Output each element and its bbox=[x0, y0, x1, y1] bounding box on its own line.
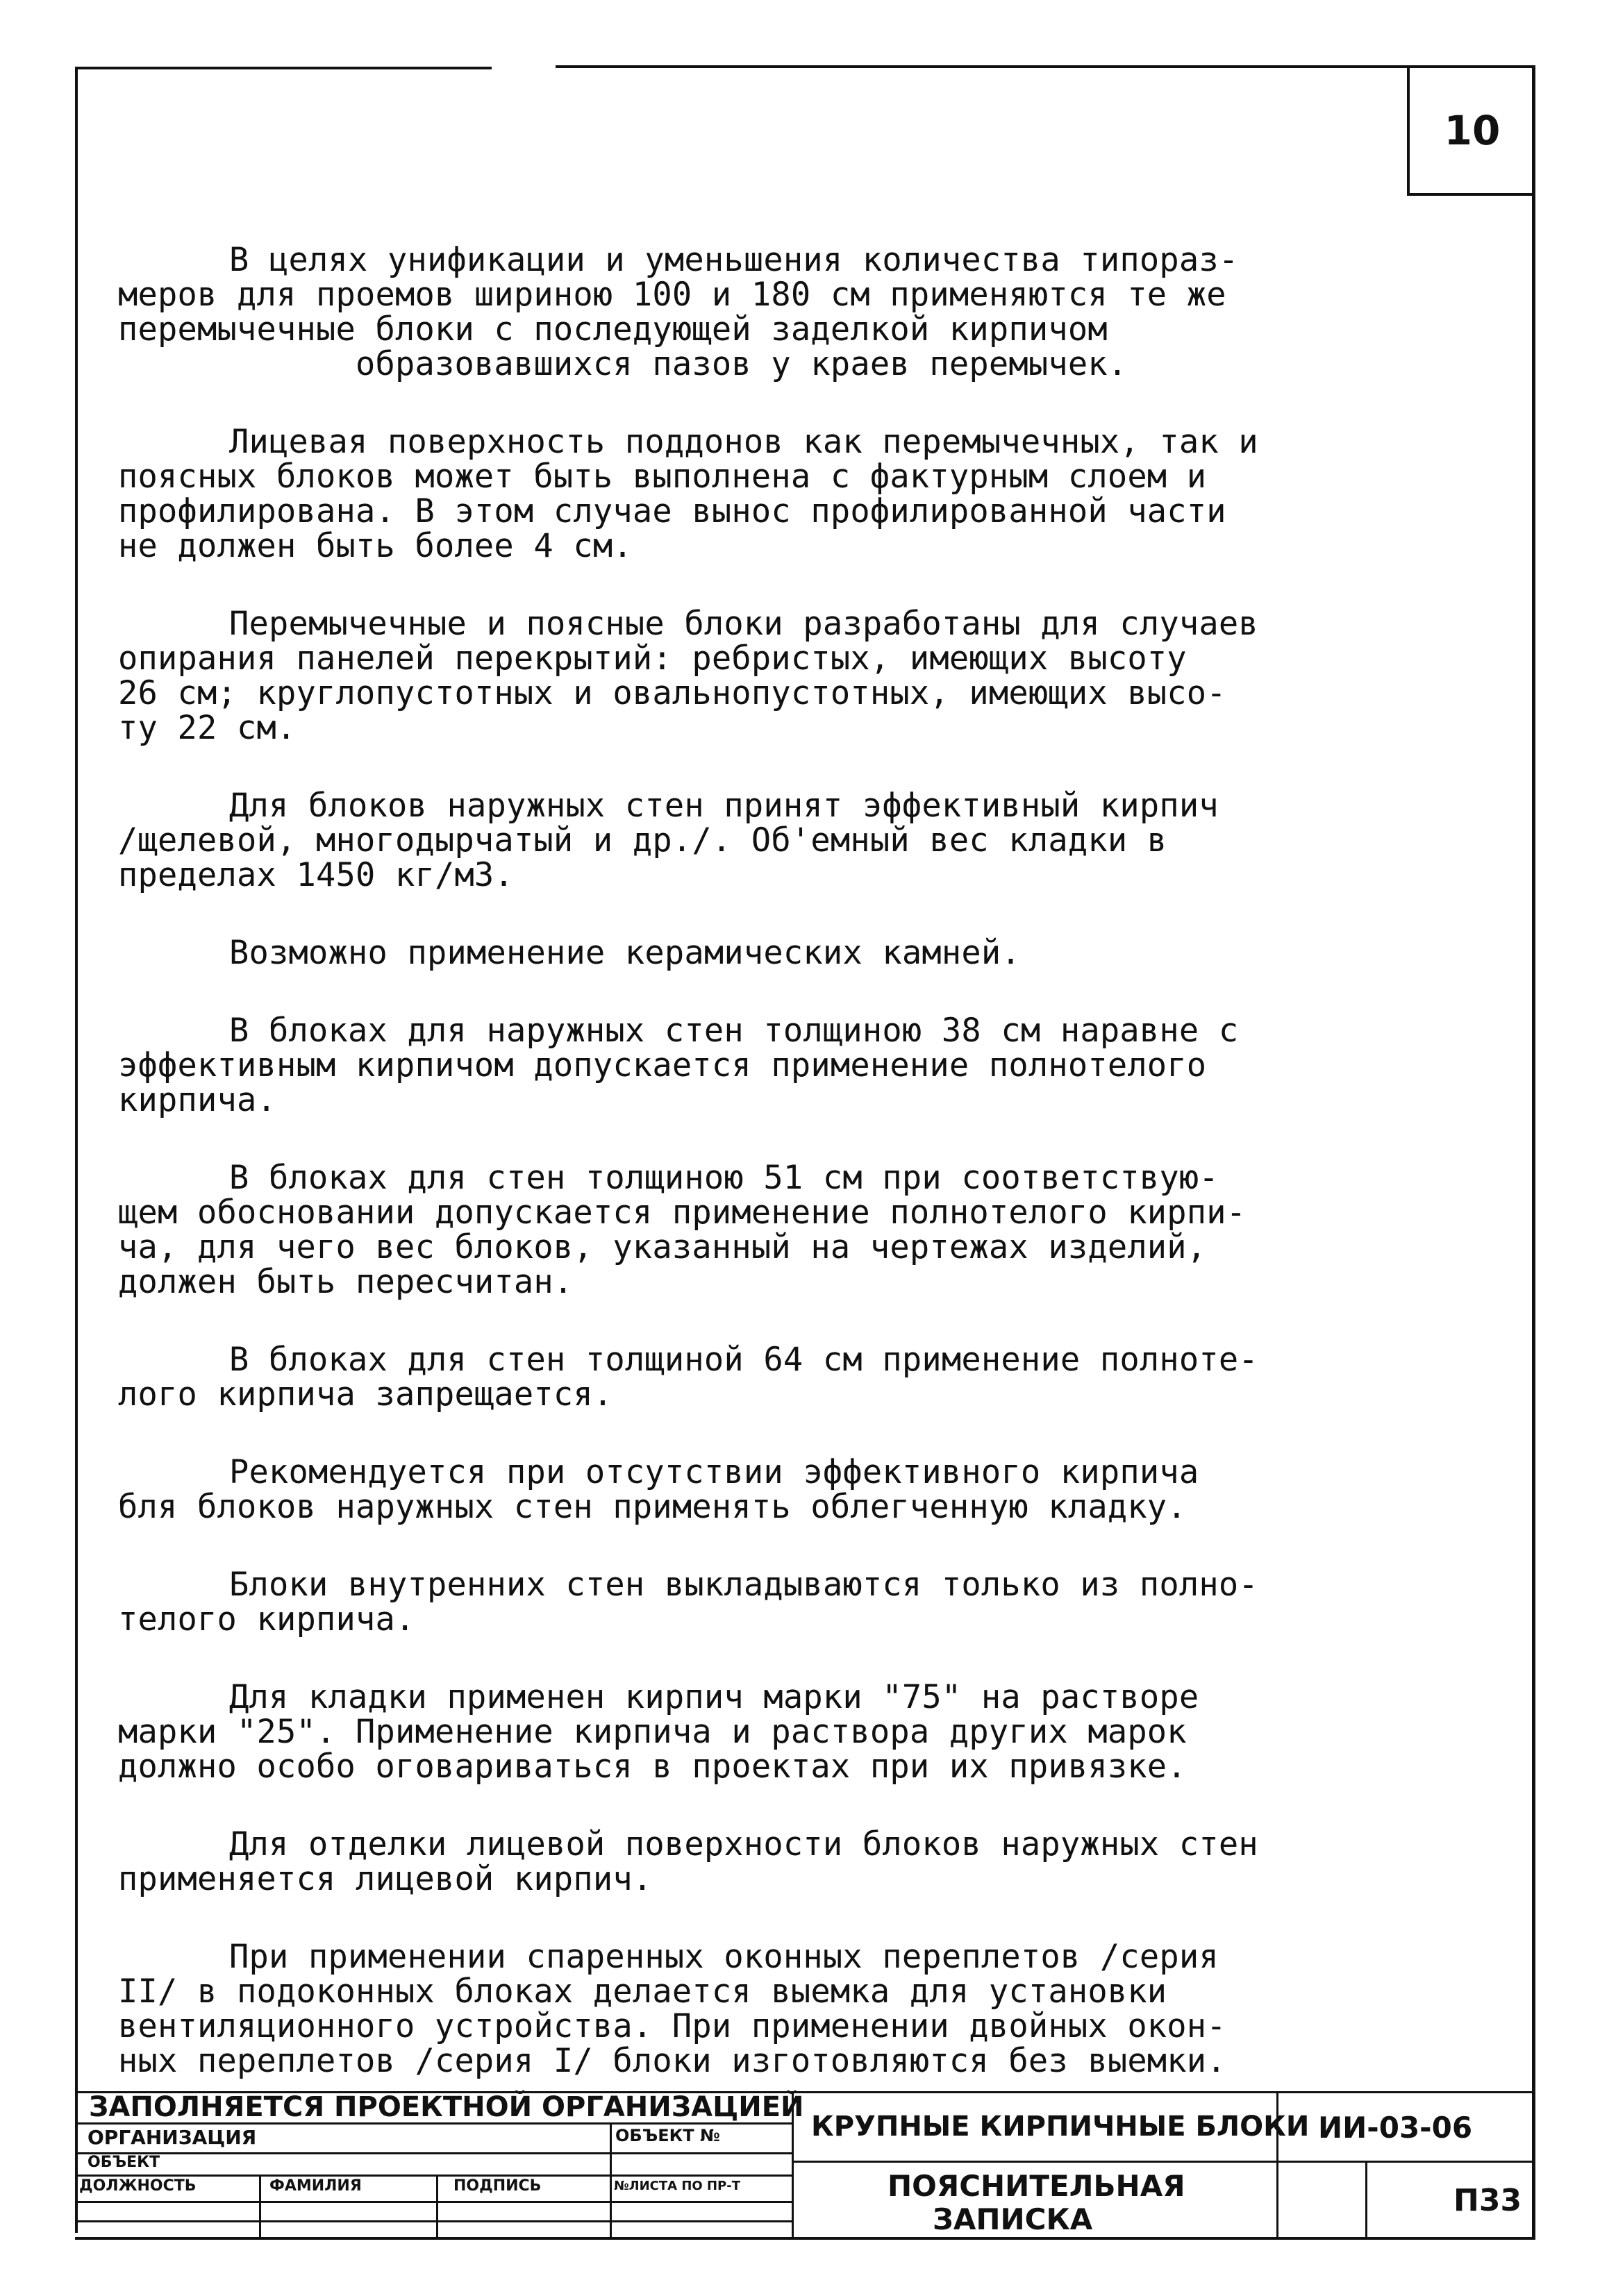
page-number: 10 bbox=[1444, 107, 1501, 154]
text-line: должен быть пересчитан. bbox=[118, 1263, 574, 1301]
text-line: В блоках для стен толщиною 51 см при соответствую- bbox=[229, 1159, 1219, 1197]
paragraph bbox=[118, 1825, 1479, 1898]
surname-label: ФАМИЛИЯ bbox=[269, 2177, 362, 2195]
sheet-label: №ЛИСТА ПО ПР-Т bbox=[614, 2179, 740, 2193]
paragraph bbox=[118, 1938, 1479, 2080]
text-line: перемычечные блоки с последующей заделкой кирпичом bbox=[118, 310, 1108, 349]
paragraph bbox=[118, 1012, 1479, 1119]
paragraph bbox=[118, 1341, 1479, 1414]
sheet-code: П33 bbox=[1453, 2183, 1522, 2218]
fill-note: ЗАПОЛНЯЕТСЯ ПРОЕКТНОЙ ОРГАНИЗАЦИЕЙ bbox=[89, 2091, 804, 2123]
document-body bbox=[118, 241, 1479, 2122]
text-line: Возможно применение керамических камней. bbox=[229, 934, 1021, 972]
text-line: ных переплетов /серия I/ блоки изготовляются без выемки. bbox=[118, 2042, 1226, 2080]
text-line: ча, для чего вес блоков, указанный на чертежах изделий, bbox=[118, 1228, 1207, 1266]
text-line: В целях унификации и уменьшения количества типораз- bbox=[229, 241, 1239, 279]
document-title: КРУПНЫЕ КИРПИЧНЫЕ БЛОКИ bbox=[811, 2111, 1310, 2143]
text-line: поясных блоков может быть выполнена с фактурным слоем и bbox=[118, 458, 1207, 496]
organization-label: ОРГАНИЗАЦИЯ bbox=[88, 2126, 257, 2149]
doc-name-line1: ПОЯСНИТЕЛЬНАЯ bbox=[888, 2169, 1185, 2203]
frame-top-right bbox=[556, 65, 1535, 68]
text-line: бля блоков наружных стен применять облегченную кладку. bbox=[118, 1488, 1187, 1526]
object-label: ОБЪЕКТ bbox=[88, 2154, 160, 2171]
object-number-label: ОБЪЕКТ № bbox=[615, 2126, 720, 2145]
text-line: пределах 1450 кг/м3. bbox=[118, 856, 514, 894]
text-line: щем обосновании допускается применение полнотелого кирпи- bbox=[118, 1193, 1247, 1232]
paragraph bbox=[229, 936, 1479, 971]
text-line: меров для проемов шириною 100 и 180 см применяются те же bbox=[118, 276, 1226, 314]
frame-top-left bbox=[75, 67, 492, 69]
text-line: вентиляционного устройства. При применении двойных окон- bbox=[118, 2007, 1226, 2045]
paragraph bbox=[118, 1678, 1479, 1786]
title-block bbox=[75, 2091, 1535, 2240]
text-line: ту 22 см. bbox=[118, 709, 297, 747]
paragraph bbox=[118, 787, 1479, 894]
paragraph bbox=[118, 423, 1479, 565]
text-line: В блоках для наружных стен толщиною 38 см наравне с bbox=[229, 1012, 1239, 1050]
text-line: Для кладки применен кирпич марки "75" на растворе bbox=[229, 1678, 1199, 1716]
text-line: лого кирпича запрещается. bbox=[118, 1375, 613, 1414]
text-line: опирания панелей перекрытий: ребристых, имеющих высоту bbox=[118, 639, 1187, 678]
text-line: телого кирпича. bbox=[118, 1600, 415, 1639]
position-label: ДОЛЖНОСТЬ bbox=[79, 2177, 197, 2195]
text-line: В блоках для стен толщиной 64 см применение полноте- bbox=[229, 1341, 1258, 1379]
text-line: Лицевая поверхность поддонов как перемычечных, так и bbox=[229, 423, 1258, 461]
paragraph bbox=[118, 1566, 1479, 1639]
text-line: марки "25". Применение кирпича и раствора других марок bbox=[118, 1713, 1187, 1751]
frame-right bbox=[1532, 65, 1535, 2238]
text-line: применяется лицевой кирпич. bbox=[118, 1860, 653, 1898]
text-line: эффективным кирпичом допускается применение полнотелого bbox=[118, 1046, 1207, 1084]
paragraph bbox=[118, 1159, 1479, 1301]
text-line: Рекомендуется при отсутствии эффективного кирпича bbox=[229, 1453, 1199, 1491]
text-line: Перемычечные и поясные блоки разработаны для случаев bbox=[229, 605, 1258, 643]
text-line: Блоки внутренних стен выкладываются только из полно- bbox=[229, 1566, 1258, 1604]
text-line: /щелевой, многодырчатый и др./. Об'емный вес кладки в bbox=[118, 821, 1167, 860]
text-line: не должен быть более 4 см. bbox=[118, 527, 633, 565]
series-code: ИИ-03-06 bbox=[1318, 2111, 1473, 2145]
text-line: 26 см; круглопустотных и овальнопустотных, имеющих высо- bbox=[118, 674, 1226, 712]
signature-label: ПОДПИСЬ bbox=[453, 2177, 542, 2195]
text-line: профилирована. В этом случае вынос профилированной части bbox=[118, 492, 1226, 530]
text-line: II/ в подоконных блоках делается выемка для установки bbox=[118, 1972, 1167, 2011]
text-line: образовавшихся пазов у краев перемычек. bbox=[118, 345, 1128, 383]
text-line: При применении спаренных оконных переплетов /серия bbox=[229, 1938, 1219, 1976]
paragraph bbox=[118, 241, 1479, 383]
doc-name-line2: ЗАПИСКА bbox=[933, 2202, 1093, 2236]
text-line: кирпича. bbox=[118, 1081, 276, 1119]
page-number-box bbox=[1407, 65, 1535, 196]
text-line: должно особо оговариваться в проектах при их привязке. bbox=[118, 1748, 1187, 1786]
paragraph bbox=[118, 605, 1479, 747]
paragraph bbox=[118, 1453, 1479, 1526]
text-line: Для отделки лицевой поверхности блоков наружных стен bbox=[229, 1825, 1258, 1863]
frame-left bbox=[75, 67, 78, 2233]
text-line: Для блоков наружных стен принят эффективный кирпич bbox=[229, 787, 1219, 825]
